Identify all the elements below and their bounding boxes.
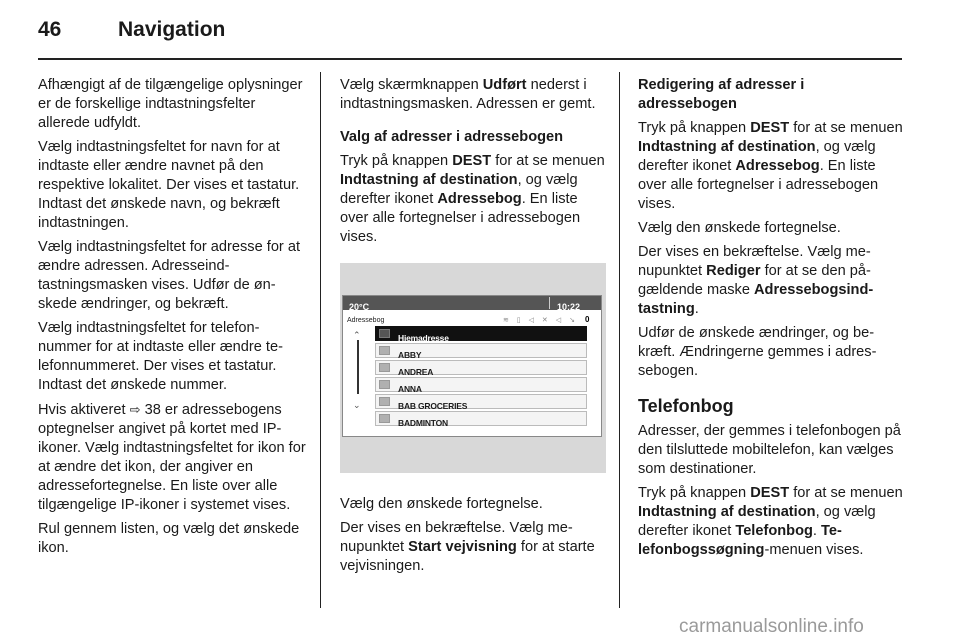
paragraph: Vælg indtastningsfeltet for telefonnummer for at indtaste eller ændre telefonnummeret. Der vises et tastatur. Indtast det ønskede nummer. — [38, 320, 283, 393]
paragraph: Vælg skærmknappen Udført nederst i indtastningsmasken. Adressen er gemt. — [340, 77, 596, 112]
section-subheading: Redigering af adresser i adressebogen — [638, 77, 805, 112]
address-entry[interactable]: BADMINTON — [375, 411, 587, 426]
column-3 — [638, 76, 904, 565]
contact-icon — [379, 363, 390, 372]
paragraph: Der vises en bekræftelse. Vælg menupunktet Start vejvisning for at starte vejvisningen. — [340, 520, 595, 574]
paragraph: Vælg indtastningsfeltet for navn for at indtaste eller ændre navnet på den respektive lokalitet. Der vises et tastatur. Indtast det ønskede navn, og bekræft indtastningen. — [38, 139, 300, 231]
address-entry[interactable]: ABBY — [375, 343, 587, 358]
screen-top-bar — [343, 296, 601, 310]
column-divider-1 — [320, 72, 321, 608]
contact-icon — [379, 346, 390, 355]
scrollbar[interactable] — [357, 340, 359, 394]
page-title: Navigation — [118, 18, 226, 41]
paragraph: Tryk på knappen DEST for at se menuen Indtastning af destination, og vælg derefter ikonet Telefonbog. Telefonbogssøgning-menuen vises. — [638, 485, 903, 558]
page-reference-arrow-icon[interactable]: ⇨ — [129, 402, 141, 417]
contact-icon — [379, 380, 390, 389]
divider — [549, 297, 550, 309]
screen-title: Adressebog — [347, 317, 385, 324]
paragraph: Rul gennem listen, og vælg det ønskede ikon. — [38, 521, 300, 556]
column-2 — [340, 76, 606, 581]
clock: 10:22 — [557, 302, 581, 312]
home-icon — [379, 329, 390, 338]
paragraph: Adresser, der gemmes i telefonbogen på den tilsluttede mobiltelefon, kan vælges som destinationer. — [638, 423, 901, 477]
status-icons: ≋ ▯ ◁ ✕ ◁ ↘ — [503, 317, 578, 324]
column-divider-2 — [619, 72, 620, 608]
shop-icon — [379, 397, 390, 406]
column-1 — [38, 76, 306, 563]
addressbook-screenshot — [340, 263, 606, 473]
header-divider — [38, 58, 902, 60]
chevron-down-icon[interactable]: ⌄ — [353, 400, 361, 410]
paragraph: Udfør de ønskede ændringer, og bekræft. Ændringerne gemmes i adressebogen. — [638, 325, 877, 379]
address-entry[interactable]: Hjemadresse — [375, 326, 587, 341]
address-entry[interactable]: BAB GROCERIES — [375, 394, 587, 409]
infotainment-screen — [342, 295, 602, 437]
address-entry[interactable]: ANNA — [375, 377, 587, 392]
address-entry[interactable]: ANDREA — [375, 360, 587, 375]
temperature: 20°C — [349, 302, 370, 312]
section-heading: Telefonbog — [638, 396, 734, 416]
screen-title-bar — [343, 310, 601, 324]
address-list — [375, 326, 587, 428]
contact-icon — [379, 414, 390, 423]
section-subheading: Valg af adresser i adressebogen — [340, 129, 564, 145]
paragraph: Tryk på knappen DEST for at se menuen Indtastning af destination, og vælg derefter ikonet Adressebog. En liste over alle fortegnelser i adressebogen vises. — [340, 153, 605, 245]
paragraph: Tryk på knappen DEST for at se menuen Indtastning af destination, og vælg derefter ikonet Adressebog. En liste over alle fortegnelser i adressebogen vises. — [638, 120, 903, 212]
paragraph: Vælg indtastningsfeltet for adresse for at ændre adressen. Adresseindtastningsmasken vises. Udfør de ønskede ændringer, og bekræft. — [38, 239, 301, 312]
paragraph: Vælg den ønskede fortegnelse. — [638, 220, 841, 236]
page-number: 46 — [38, 18, 62, 41]
paragraph: Vælg den ønskede fortegnelse. — [340, 496, 543, 512]
paragraph: Hvis aktiveret ⇨ 38 er adressebogens optegnelser angivet på kortet med IP-ikoner. Vælg indtastningsfeltet for ikon for at ændre det ikon, der angiver en adressefortegnelse. En liste over alle tilgængelige IP-ikoner i systemet vises. — [38, 402, 306, 513]
chevron-up-icon[interactable]: ⌃ — [353, 330, 361, 340]
status-count: 0 — [585, 315, 590, 324]
paragraph: Afhængigt af de tilgængelige oplysninger er de forskellige indtastningsfelter allerede udfyldt. — [38, 77, 303, 131]
watermark: carmanualsonline.info — [679, 616, 864, 637]
paragraph: Der vises en bekræftelse. Vælg menupunktet Rediger for at se den pågældende maske Adressebogsindtastning. — [638, 244, 874, 317]
done-button-ref: Udført — [482, 77, 527, 93]
